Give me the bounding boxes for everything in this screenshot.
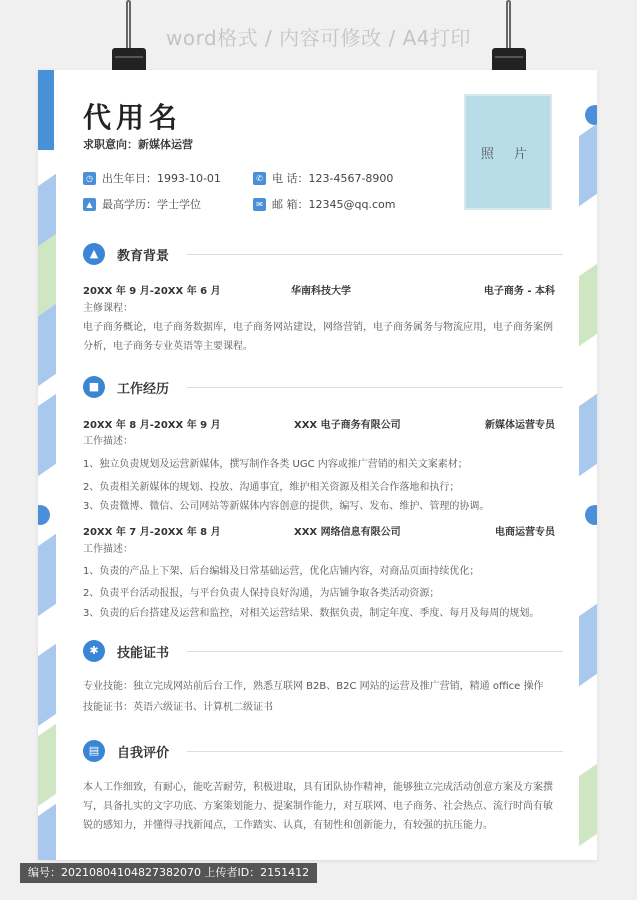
section-title: 技能证书: [117, 645, 170, 661]
decor-stripe: [38, 724, 56, 807]
decor-dot: [585, 105, 597, 125]
phone-text: 电 话：123-4567-8900: [272, 172, 394, 185]
candidate-name: 代用名: [83, 101, 183, 134]
decor-bar: [38, 70, 54, 150]
course-list: 电子商务概论，电子商务数据库，电子商务网站建设，网络营销，电子商务属务与物流应用，电子商务案例分析，电子商务专业英语等主要课程。: [83, 322, 553, 352]
job-company: XXX 网络信息有限公司: [294, 527, 401, 538]
resume-page: [38, 70, 597, 860]
section-title: 教育背景: [117, 248, 170, 264]
job-desc-item: 2、负责平台活动报报，与平台负责人保持良好沟通，为店铺争取各类活动资源；: [83, 588, 440, 599]
decor-dot: [38, 505, 50, 525]
info-birth: [83, 170, 221, 186]
education-text: 最高学历：学士学位: [102, 198, 201, 211]
format-banner: word格式 / 内容可修改 / A4打印: [166, 26, 471, 50]
section-education: [83, 242, 563, 266]
decor-stripe: [579, 264, 597, 347]
clock-icon: ◷: [83, 172, 96, 185]
gear-icon: ✱: [83, 640, 105, 662]
job-desc-item: 1、独立负责规划及运营新媒体，撰写制作各类 UGC 内容或推广营销的相关文案素材；: [83, 459, 468, 470]
document-icon: ▤: [83, 740, 105, 762]
divider: [187, 751, 563, 752]
education-school: 华南科技大学: [291, 286, 351, 297]
phone-icon: ✆: [253, 172, 266, 185]
decor-stripe: [38, 534, 56, 617]
course-label: 主修课程：: [83, 303, 133, 314]
section-work: [83, 375, 563, 399]
job-desc-item: 2、负责相关新媒体的规划、投放、沟通事宜，维护相关资源及相关合作落地和执行；: [83, 482, 460, 493]
divider: [187, 254, 563, 255]
email-text: 邮 箱：12345@qq.com: [272, 198, 396, 211]
mail-icon: ✉: [253, 198, 266, 211]
skills-line: 专业技能：独立完成网站前后台工作，熟悉互联网 B2B、B2C 网站的运营及推广营销，精通 office 操作: [83, 681, 544, 692]
education-period: 20XX 年 9 月-20XX 年 6 月: [83, 286, 221, 297]
decor-stripe: [579, 764, 597, 847]
job-desc-label: 工作描述：: [83, 436, 133, 447]
decor-stripe: [579, 124, 597, 207]
divider: [187, 387, 563, 388]
divider: [187, 651, 563, 652]
decor-stripe: [38, 804, 56, 860]
section-title: 工作经历: [117, 381, 170, 397]
decor-stripe: [38, 304, 56, 387]
self-evaluation-text: 本人工作细致，有耐心，能吃苦耐劳，积极进取，具有团队协作精神，能够独立完成活动创意方案及方案撰写，具备扎实的文字功底、方案策划能力、提案制作能力，对互联网、电子商务、社会热点、流行时尚有敏锐的感知力，并懂得寻找新闻点，工作踏实、认真，有韧性和创新能力，有较强的抗压能力。: [83, 782, 553, 831]
job-period: 20XX 年 8 月-20XX 年 9 月: [83, 420, 221, 431]
decor-stripe: [579, 394, 597, 477]
birth-text: 出生年日：1993-10-01: [102, 172, 221, 185]
job-company: XXX 电子商务有限公司: [294, 420, 401, 431]
job-role: 新媒体运营专员: [485, 420, 555, 431]
footer-id-strip: 编号：20210804104827382070 上传者ID：2151412: [20, 863, 317, 883]
briefcase-icon: ■: [83, 376, 105, 398]
job-intent: 求职意向：新媒体运营: [83, 138, 193, 151]
job-period: 20XX 年 7 月-20XX 年 8 月: [83, 527, 221, 538]
certificates-line: 技能证书：英语六级证书、计算机二级证书: [83, 702, 273, 713]
decor-dot: [585, 505, 597, 525]
education-major: 电子商务 - 本科: [483, 286, 555, 297]
section-skills: [83, 639, 563, 663]
job-desc-label: 工作描述：: [83, 544, 133, 555]
section-title: 自我评价: [117, 745, 170, 761]
graduation-cap-icon: ▲: [83, 198, 96, 211]
job-desc-item: 3、负责微博、微信、公司网站等新媒体内容创意的提供，编写、发布、维护、管理的协调。: [83, 501, 490, 512]
graduation-cap-icon: ▲: [83, 243, 105, 265]
decor-stripe: [579, 604, 597, 687]
photo-placeholder: 照 片: [464, 94, 552, 210]
job-desc-item: 1、负责的产品上下架、后台编辑及日常基础运营，优化店铺内容，对商品页面持续优化；: [83, 566, 480, 577]
info-education: [83, 196, 201, 212]
job-role: 电商运营专员: [495, 527, 555, 538]
decor-stripe: [38, 394, 56, 477]
job-desc-item: 3、负责的后台搭建及运营和监控，对相关运营结果、数据负责，制定年度、季度、每月及每周的规划。: [83, 608, 540, 619]
info-phone: [253, 170, 393, 186]
info-email: [253, 196, 395, 212]
section-self-evaluation: [83, 739, 563, 763]
decor-stripe: [38, 644, 56, 727]
